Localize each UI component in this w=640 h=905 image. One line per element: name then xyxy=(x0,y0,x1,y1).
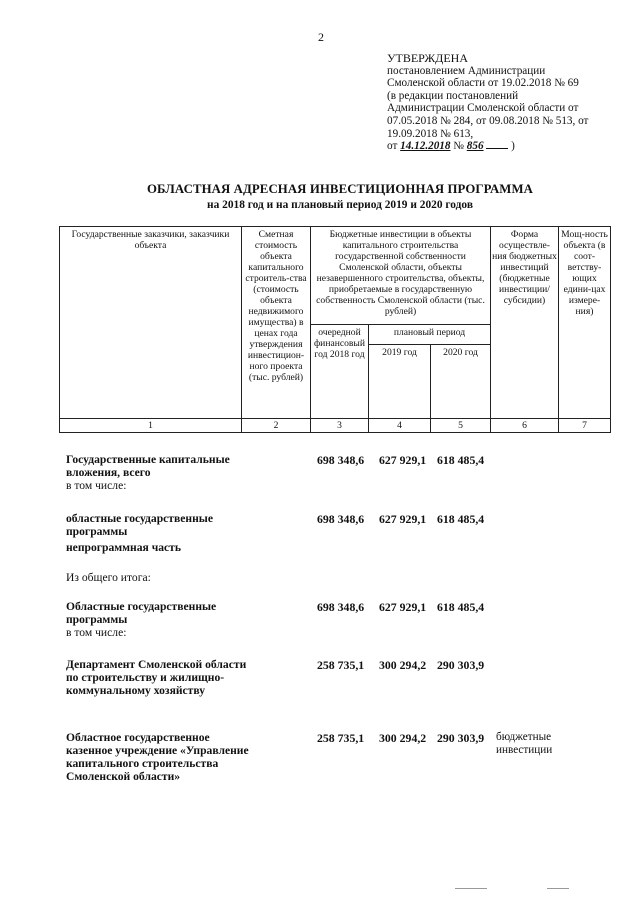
approval-line: Смоленской области от 19.02.2018 № 69 xyxy=(387,77,579,90)
header-year-2018: очередной финансовый год 2018 год xyxy=(311,325,369,419)
document-title: ОБЛАСТНАЯ АДРЕСНАЯ ИНВЕСТИЦИОННАЯ ПРОГРАММА xyxy=(147,182,533,196)
column-number: 6 xyxy=(491,419,559,433)
column-number: 1 xyxy=(60,419,242,433)
value-2020: 618 485,4 xyxy=(437,453,485,467)
value-2018: 698 348,6 xyxy=(317,600,365,614)
value-2020: 290 303,9 xyxy=(437,658,485,672)
investment-form: бюджетные инвестиции xyxy=(496,731,553,756)
row-department-label: Департамент Смоленской области по строительству и жилищно-коммунальному хозяйству xyxy=(66,658,247,697)
approval-line: 19.09.2018 № 613, xyxy=(387,127,474,140)
row-total-from-label: Из общего итога: xyxy=(66,571,151,584)
table-header xyxy=(59,226,611,433)
column-number: 4 xyxy=(369,419,431,433)
header-estimated-cost: Сметная стоимость объекта капитального строитель-ства (стоимость объекта недвижимого имущества) в ценах года утверждения инвестицион-ного проекта (тыс. рублей) xyxy=(242,227,311,419)
approval-prefix: от xyxy=(387,140,398,153)
row-label-bold: Областные государственные программы xyxy=(66,600,217,626)
column-number: 7 xyxy=(559,419,611,433)
value-2018: 258 735,1 xyxy=(317,731,365,745)
value-2020: 290 303,9 xyxy=(437,731,485,745)
row-label-bold: Государственные капитальные вложения, всего xyxy=(66,453,230,479)
header-planned-period: плановый период xyxy=(369,325,491,345)
row-label-normal: в том числе: xyxy=(66,479,127,492)
scan-mark xyxy=(547,888,569,889)
approval-line: (в редакции постановлений xyxy=(387,89,519,102)
value-2019: 300 294,2 xyxy=(379,731,427,745)
header-budget-investments: Бюджетные инвестиции в объекты капитального строительства государственной собственности Смоленской области, объекты незавершенного строительства, объекты, приобретаемые в государственную собственность Смоленской области (тыс. рублей) xyxy=(311,227,491,325)
handwritten-number: 856 xyxy=(466,140,484,153)
header-year-2019: 2019 год xyxy=(369,345,431,419)
value-2018: 698 348,6 xyxy=(317,453,365,467)
header-capacity: Мощ-ность объекта (в соот-ветству-ющих едини-цах измере-ния) xyxy=(559,227,611,419)
handwritten-date: 14.12.2018 xyxy=(400,140,451,153)
value-2019: 627 929,1 xyxy=(379,600,427,614)
row-programs-label: областные государственные программы xyxy=(66,512,213,538)
column-number: 3 xyxy=(311,419,369,433)
number-sign: № xyxy=(453,140,464,153)
approval-line: Администрации Смоленской области от xyxy=(387,102,579,115)
document-subtitle: на 2018 год и на плановый период 2019 и 2020 годов xyxy=(207,199,473,211)
approval-suffix: ) xyxy=(511,140,515,153)
row-institution-label: Областное государственное казенное учреждение «Управление капитального строительства Смоленской области» xyxy=(66,731,249,783)
value-2019: 627 929,1 xyxy=(379,453,427,467)
row-total-label xyxy=(66,453,251,492)
approval-line: 07.05.2018 № 284, от 09.08.2018 № 513, от xyxy=(387,114,589,127)
value-2020: 618 485,4 xyxy=(437,600,485,614)
row-non-program-label: непрограммная часть xyxy=(66,541,182,554)
page-number: 2 xyxy=(318,30,324,44)
row-label-normal: в том числе: xyxy=(66,626,127,639)
blank-underline xyxy=(486,148,508,149)
approval-line: постановлением Администрации xyxy=(387,64,546,77)
column-number: 2 xyxy=(242,419,311,433)
value-2019: 627 929,1 xyxy=(379,512,427,526)
scan-mark xyxy=(455,888,487,889)
approval-stamp xyxy=(387,52,627,153)
column-number: 5 xyxy=(431,419,491,433)
value-2018: 698 348,6 xyxy=(317,512,365,526)
header-year-2020: 2020 год xyxy=(431,345,491,419)
row-regional-programs-label xyxy=(66,600,251,639)
value-2018: 258 735,1 xyxy=(317,658,365,672)
value-2020: 618 485,4 xyxy=(437,512,485,526)
approval-last-line xyxy=(387,140,627,153)
header-customer: Государственные заказчики, заказчики объекта xyxy=(60,227,242,419)
approval-title: УТВЕРЖДЕНА xyxy=(387,51,469,65)
value-2019: 300 294,2 xyxy=(379,658,427,672)
header-form: Форма осуществле-ния бюджетных инвестиций (бюджетные инвестиции/ субсидии) xyxy=(491,227,559,419)
